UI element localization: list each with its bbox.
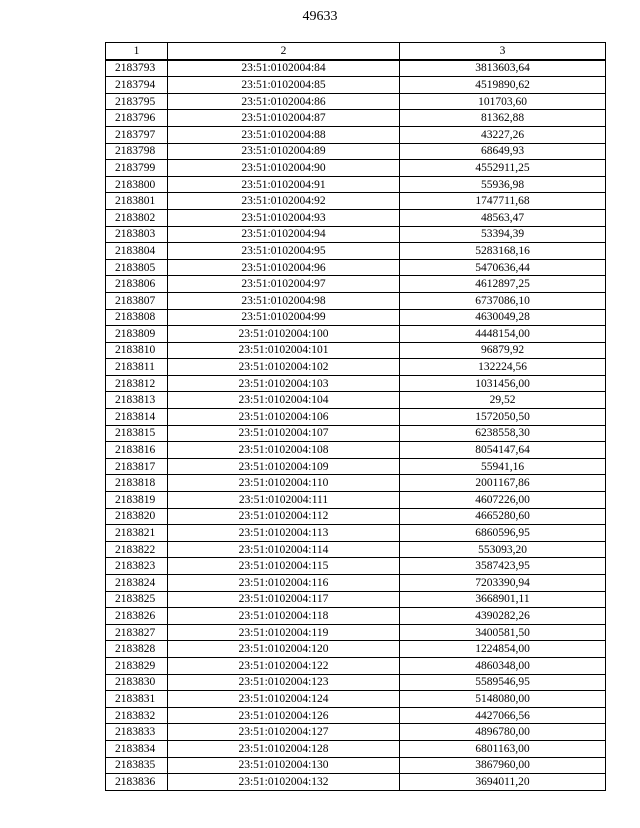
cadastral-number-cell: 23:51:0102004:130	[168, 757, 400, 774]
cadastral-number-cell: 23:51:0102004:110	[168, 475, 400, 492]
record-number-cell: 2183801	[106, 193, 168, 210]
table-row	[106, 226, 606, 243]
cadastral-number-cell: 23:51:0102004:87	[168, 110, 400, 127]
value-cell: 4448154,00	[400, 326, 606, 343]
cadastral-number-cell: 23:51:0102004:118	[168, 608, 400, 625]
cadastral-number-cell: 23:51:0102004:108	[168, 442, 400, 459]
value-cell: 4552911,25	[400, 160, 606, 177]
cadastral-number-cell: 23:51:0102004:127	[168, 724, 400, 741]
table-row	[106, 409, 606, 426]
record-number-cell: 2183800	[106, 176, 168, 193]
table-row	[106, 541, 606, 558]
record-number-cell: 2183807	[106, 292, 168, 309]
cadastral-number-cell: 23:51:0102004:122	[168, 657, 400, 674]
record-number-cell: 2183796	[106, 110, 168, 127]
table-body	[106, 60, 606, 791]
cadastral-number-cell: 23:51:0102004:92	[168, 193, 400, 210]
table-row	[106, 674, 606, 691]
table-row	[106, 77, 606, 94]
value-cell: 6801163,00	[400, 740, 606, 757]
table-row	[106, 608, 606, 625]
table-row	[106, 591, 606, 608]
table-row	[106, 259, 606, 276]
value-cell: 3587423,95	[400, 558, 606, 575]
cadastral-number-cell: 23:51:0102004:103	[168, 375, 400, 392]
cadastral-number-cell: 23:51:0102004:89	[168, 143, 400, 160]
cadastral-number-cell: 23:51:0102004:96	[168, 259, 400, 276]
value-cell: 6860596,95	[400, 525, 606, 542]
value-cell: 1224854,00	[400, 641, 606, 658]
cadastral-number-cell: 23:51:0102004:102	[168, 359, 400, 376]
record-number-cell: 2183831	[106, 691, 168, 708]
value-cell: 3867960,00	[400, 757, 606, 774]
cadastral-number-cell: 23:51:0102004:98	[168, 292, 400, 309]
cadastral-number-cell: 23:51:0102004:95	[168, 243, 400, 260]
value-cell: 55936,98	[400, 176, 606, 193]
value-cell: 4860348,00	[400, 657, 606, 674]
cadastral-number-cell: 23:51:0102004:128	[168, 740, 400, 757]
table-row	[106, 243, 606, 260]
table-row	[106, 641, 606, 658]
record-number-cell: 2183835	[106, 757, 168, 774]
cadastral-number-cell: 23:51:0102004:111	[168, 492, 400, 509]
record-number-cell: 2183812	[106, 375, 168, 392]
record-number-cell: 2183811	[106, 359, 168, 376]
record-number-cell: 2183826	[106, 608, 168, 625]
table-row	[106, 375, 606, 392]
cadastral-number-cell: 23:51:0102004:101	[168, 342, 400, 359]
value-cell: 5470636,44	[400, 259, 606, 276]
value-cell: 4612897,25	[400, 276, 606, 293]
value-cell: 6737086,10	[400, 292, 606, 309]
value-cell: 4607226,00	[400, 492, 606, 509]
value-cell: 8054147,64	[400, 442, 606, 459]
registry-table	[105, 42, 606, 791]
record-number-cell: 2183828	[106, 641, 168, 658]
cadastral-number-cell: 23:51:0102004:124	[168, 691, 400, 708]
record-number-cell: 2183802	[106, 209, 168, 226]
record-number-cell: 2183820	[106, 508, 168, 525]
record-number-cell: 2183830	[106, 674, 168, 691]
table-row	[106, 292, 606, 309]
table-row	[106, 359, 606, 376]
value-cell: 4427066,56	[400, 707, 606, 724]
cadastral-number-cell: 23:51:0102004:115	[168, 558, 400, 575]
value-cell: 1031456,00	[400, 375, 606, 392]
cadastral-number-cell: 23:51:0102004:113	[168, 525, 400, 542]
cadastral-number-cell: 23:51:0102004:119	[168, 624, 400, 641]
value-cell: 4630049,28	[400, 309, 606, 326]
record-number-cell: 2183825	[106, 591, 168, 608]
column-header-1: 1	[106, 43, 168, 60]
cadastral-number-cell: 23:51:0102004:85	[168, 77, 400, 94]
table-row	[106, 740, 606, 757]
cadastral-number-cell: 23:51:0102004:117	[168, 591, 400, 608]
table-row	[106, 276, 606, 293]
table-row	[106, 691, 606, 708]
value-cell: 81362,88	[400, 110, 606, 127]
cadastral-number-cell: 23:51:0102004:100	[168, 326, 400, 343]
value-cell: 6238558,30	[400, 425, 606, 442]
cadastral-number-cell: 23:51:0102004:120	[168, 641, 400, 658]
value-cell: 2001167,86	[400, 475, 606, 492]
value-cell: 5589546,95	[400, 674, 606, 691]
record-number-cell: 2183833	[106, 724, 168, 741]
cadastral-number-cell: 23:51:0102004:109	[168, 458, 400, 475]
cadastral-number-cell: 23:51:0102004:88	[168, 126, 400, 143]
record-number-cell: 2183798	[106, 143, 168, 160]
page-number: 49633	[302, 9, 338, 24]
cadastral-number-cell: 23:51:0102004:114	[168, 541, 400, 558]
record-number-cell: 2183823	[106, 558, 168, 575]
cadastral-number-cell: 23:51:0102004:126	[168, 707, 400, 724]
table-row	[106, 475, 606, 492]
value-cell: 4665280,60	[400, 508, 606, 525]
record-number-cell: 2183793	[106, 60, 168, 77]
column-header-3: 3	[400, 43, 606, 60]
cadastral-number-cell: 23:51:0102004:97	[168, 276, 400, 293]
table-row	[106, 525, 606, 542]
value-cell: 4896780,00	[400, 724, 606, 741]
table-row	[106, 110, 606, 127]
record-number-cell: 2183797	[106, 126, 168, 143]
table-row	[106, 160, 606, 177]
table-row	[106, 309, 606, 326]
cadastral-number-cell: 23:51:0102004:112	[168, 508, 400, 525]
table-row	[106, 342, 606, 359]
cadastral-number-cell: 23:51:0102004:123	[168, 674, 400, 691]
record-number-cell: 2183829	[106, 657, 168, 674]
record-number-cell: 2183818	[106, 475, 168, 492]
value-cell: 3694011,20	[400, 774, 606, 791]
cadastral-number-cell: 23:51:0102004:132	[168, 774, 400, 791]
record-number-cell: 2183824	[106, 575, 168, 592]
value-cell: 1572050,50	[400, 409, 606, 426]
record-number-cell: 2183834	[106, 740, 168, 757]
table-row	[106, 774, 606, 791]
record-number-cell: 2183814	[106, 409, 168, 426]
value-cell: 3813603,64	[400, 60, 606, 77]
table-row	[106, 492, 606, 509]
record-number-cell: 2183815	[106, 425, 168, 442]
value-cell: 96879,92	[400, 342, 606, 359]
column-header-2: 2	[168, 43, 400, 60]
table-row	[106, 757, 606, 774]
record-number-cell: 2183808	[106, 309, 168, 326]
table-row	[106, 624, 606, 641]
record-number-cell: 2183822	[106, 541, 168, 558]
table-row	[106, 176, 606, 193]
value-cell: 53394,39	[400, 226, 606, 243]
record-number-cell: 2183803	[106, 226, 168, 243]
record-number-cell: 2183809	[106, 326, 168, 343]
value-cell: 68649,93	[400, 143, 606, 160]
record-number-cell: 2183813	[106, 392, 168, 409]
value-cell: 4519890,62	[400, 77, 606, 94]
record-number-cell: 2183827	[106, 624, 168, 641]
record-number-cell: 2183819	[106, 492, 168, 509]
record-number-cell: 2183817	[106, 458, 168, 475]
table-row	[106, 143, 606, 160]
table-row	[106, 60, 606, 77]
record-number-cell: 2183821	[106, 525, 168, 542]
value-cell: 132224,56	[400, 359, 606, 376]
cadastral-number-cell: 23:51:0102004:106	[168, 409, 400, 426]
value-cell: 3400581,50	[400, 624, 606, 641]
cadastral-number-cell: 23:51:0102004:94	[168, 226, 400, 243]
table-row	[106, 558, 606, 575]
value-cell: 5148080,00	[400, 691, 606, 708]
value-cell: 553093,20	[400, 541, 606, 558]
value-cell: 4390282,26	[400, 608, 606, 625]
table-header-row	[106, 43, 606, 60]
record-number-cell: 2183804	[106, 243, 168, 260]
cadastral-number-cell: 23:51:0102004:104	[168, 392, 400, 409]
table-row	[106, 425, 606, 442]
table-row	[106, 209, 606, 226]
value-cell: 7203390,94	[400, 575, 606, 592]
table-row	[106, 724, 606, 741]
record-number-cell: 2183816	[106, 442, 168, 459]
record-number-cell: 2183795	[106, 93, 168, 110]
value-cell: 5283168,16	[400, 243, 606, 260]
value-cell: 3668901,11	[400, 591, 606, 608]
record-number-cell: 2183794	[106, 77, 168, 94]
value-cell: 101703,60	[400, 93, 606, 110]
value-cell: 43227,26	[400, 126, 606, 143]
table-row	[106, 657, 606, 674]
cadastral-number-cell: 23:51:0102004:86	[168, 93, 400, 110]
table-row	[106, 392, 606, 409]
cadastral-number-cell: 23:51:0102004:116	[168, 575, 400, 592]
cadastral-number-cell: 23:51:0102004:107	[168, 425, 400, 442]
record-number-cell: 2183805	[106, 259, 168, 276]
cadastral-number-cell: 23:51:0102004:99	[168, 309, 400, 326]
value-cell: 1747711,68	[400, 193, 606, 210]
table-row	[106, 126, 606, 143]
record-number-cell: 2183832	[106, 707, 168, 724]
record-number-cell: 2183836	[106, 774, 168, 791]
record-number-cell: 2183810	[106, 342, 168, 359]
table-row	[106, 707, 606, 724]
table-row	[106, 458, 606, 475]
table-row	[106, 575, 606, 592]
table-row	[106, 508, 606, 525]
table-row	[106, 193, 606, 210]
cadastral-number-cell: 23:51:0102004:91	[168, 176, 400, 193]
value-cell: 29,52	[400, 392, 606, 409]
table-row	[106, 442, 606, 459]
record-number-cell: 2183806	[106, 276, 168, 293]
value-cell: 55941,16	[400, 458, 606, 475]
table-row	[106, 326, 606, 343]
record-number-cell: 2183799	[106, 160, 168, 177]
table-row	[106, 93, 606, 110]
cadastral-number-cell: 23:51:0102004:93	[168, 209, 400, 226]
cadastral-number-cell: 23:51:0102004:90	[168, 160, 400, 177]
cadastral-number-cell: 23:51:0102004:84	[168, 60, 400, 77]
value-cell: 48563,47	[400, 209, 606, 226]
